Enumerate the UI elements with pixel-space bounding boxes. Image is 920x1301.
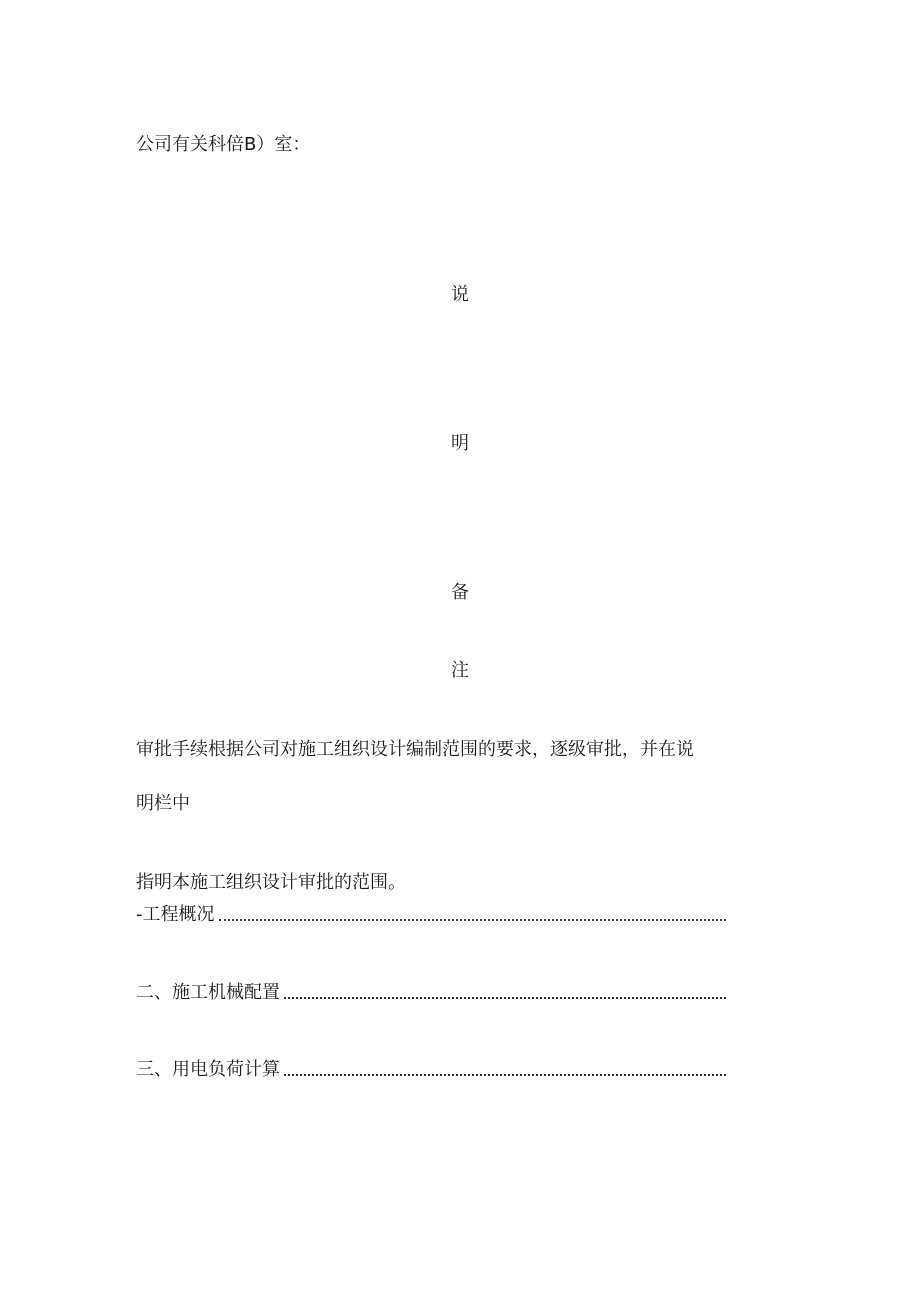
heading-char-zhu: 注 xyxy=(451,660,469,681)
toc-entry-project-overview[interactable] xyxy=(136,906,726,924)
toc-leader-dots xyxy=(219,919,727,921)
note-line-2: 明栏中 xyxy=(136,793,190,814)
toc-leader-dots xyxy=(284,1074,726,1076)
toc-label: 二、施工机械配置 xyxy=(136,982,280,1003)
toc-label: -工程概况 xyxy=(136,904,215,925)
heading-char-shuo: 说 xyxy=(451,284,469,305)
note-line-1: 审批手续根据公司对施工组织设计编制范围的要求，逐级审批，并在说 xyxy=(136,739,694,760)
toc-label: 三、用电负荷计算 xyxy=(136,1059,280,1080)
heading-char-ming: 明 xyxy=(451,433,469,454)
salutation: 公司有关科倍B）室： xyxy=(136,134,311,155)
toc-entry-machinery[interactable] xyxy=(136,984,726,1002)
heading-char-bei: 备 xyxy=(451,582,469,603)
note-line-3: 指明本施工组织设计审批的范围。 xyxy=(136,872,406,893)
toc-leader-dots xyxy=(284,997,726,999)
toc-entry-power-load[interactable] xyxy=(136,1061,726,1079)
